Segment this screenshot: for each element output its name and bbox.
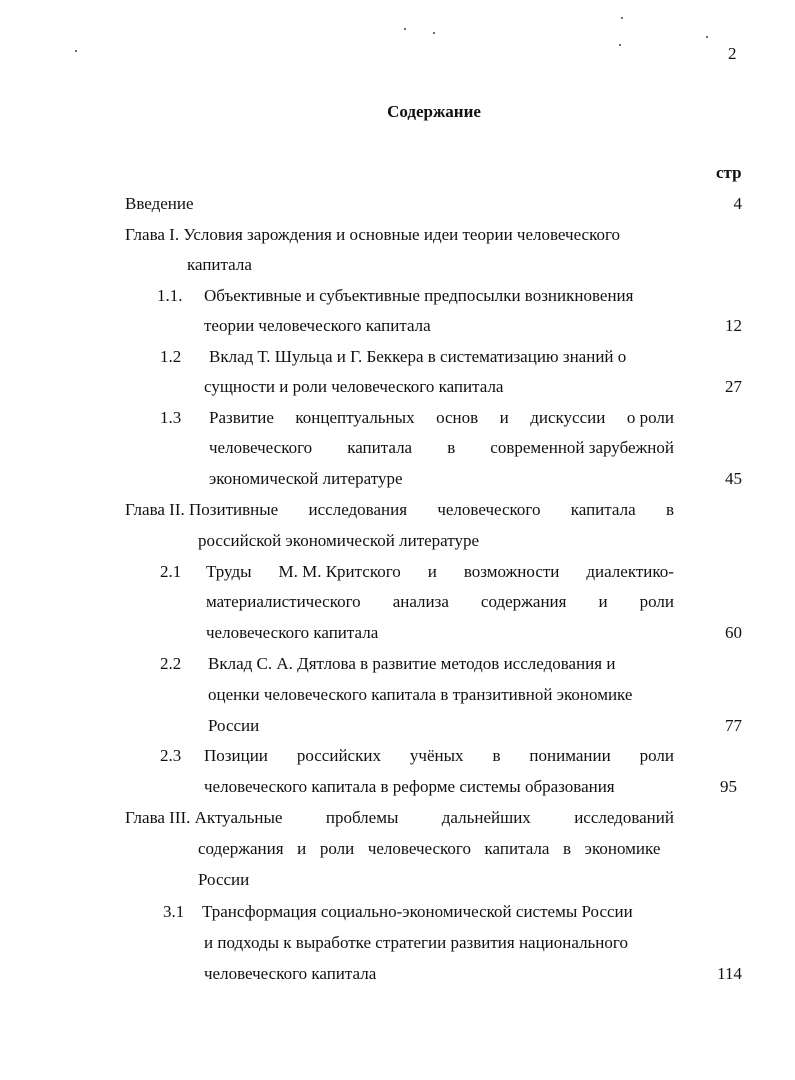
toc-section-2-3-page: 95 [720, 777, 737, 796]
toc-section-number: 3.1 [163, 902, 185, 921]
toc-word: и [427, 562, 437, 581]
toc-section-2-3-line-1 [204, 746, 674, 766]
toc-word: возможности [463, 562, 560, 581]
toc-word: исследования [308, 500, 408, 519]
toc-section-1-1-page: 12 [725, 316, 742, 335]
toc-section-1-3-line-1 [209, 408, 674, 428]
toc-section-1-1-line-2: теории человеческого капитала [204, 316, 431, 335]
toc-section-2-2-page: 77 [725, 716, 742, 735]
toc-word: капитала [570, 500, 636, 519]
toc-word: российских [296, 746, 381, 765]
page-title: Содержание [387, 102, 481, 121]
toc-word: капитала [347, 438, 413, 457]
toc-section-3-1-line-3: человеческого капитала [204, 964, 377, 983]
toc-word: материалистического [206, 592, 361, 611]
toc-word: анализа [392, 592, 449, 611]
toc-chapter-3-line-3: России [198, 870, 250, 889]
toc-word: роли [319, 839, 355, 858]
toc-section-1-2-page: 27 [725, 377, 742, 396]
toc-word: современной зарубежной [490, 438, 674, 457]
toc-word: человеческого [437, 500, 541, 519]
toc-chapter-1-line-1: Глава I. Условия зарождения и основные идеи теории человеческого [125, 225, 621, 244]
toc-word: М. М. Критского [278, 562, 401, 581]
pages-column-header: стр [716, 163, 742, 182]
toc-section-2-2-line-1: Вклад С. А. Дятлова в развитие методов исследования и [208, 654, 616, 673]
toc-section-2-2-line-2: оценки человеческого капитала в транзитивной экономике [208, 685, 633, 704]
toc-chapter-2-line-1 [125, 500, 674, 520]
toc-word: понимании [529, 746, 611, 765]
toc-word: содержания [480, 592, 567, 611]
toc-section-number: 2.1 [160, 562, 182, 581]
toc-word: Позиции [204, 746, 268, 765]
toc-entry-intro-title: Введение [125, 194, 194, 213]
page-number: 2 [728, 44, 737, 63]
toc-section-1-3-line-2 [209, 438, 674, 458]
toc-section-3-1-page: 114 [717, 964, 742, 983]
toc-word: Глава III. Актуальные [125, 808, 283, 827]
toc-section-number: 2.3 [160, 746, 182, 765]
toc-word: исследований [574, 808, 674, 827]
toc-word: в [665, 500, 674, 519]
toc-section-1-3-line-3: экономической литературе [209, 469, 403, 488]
toc-word: о роли [626, 408, 674, 427]
toc-word: основ [436, 408, 479, 427]
toc-chapter-1-line-2: капитала [187, 255, 252, 274]
toc-word: Труды [206, 562, 252, 581]
toc-section-2-2-line-3: России [208, 716, 260, 735]
toc-word: роли [639, 746, 674, 765]
toc-word: проблемы [325, 808, 399, 827]
toc-section-2-1-page: 60 [725, 623, 742, 642]
toc-word: экономике [584, 839, 661, 858]
toc-section-number: 1.1. [157, 286, 183, 305]
toc-section-1-3-page: 45 [725, 469, 742, 488]
toc-word: Развитие [209, 408, 274, 427]
toc-word: человеческого [209, 438, 313, 457]
toc-section-3-1-line-2: и подходы к выработке стратегии развития национального [204, 933, 628, 952]
toc-word: и [499, 408, 509, 427]
toc-word: в [563, 839, 572, 858]
toc-section-2-1-line-1 [206, 562, 674, 582]
toc-word: в [447, 438, 456, 457]
toc-word: и [598, 592, 608, 611]
toc-section-2-1-line-3: человеческого капитала [206, 623, 379, 642]
toc-section-number: 1.3 [160, 408, 182, 427]
toc-word: и [297, 839, 307, 858]
toc-word: в [492, 746, 501, 765]
toc-section-2-1-line-2 [206, 592, 674, 612]
toc-word: дискуссии [530, 408, 606, 427]
toc-word: содержания [198, 839, 284, 858]
toc-chapter-3-line-1 [125, 808, 674, 828]
toc-section-1-2-line-1: Вклад Т. Шульца и Г. Беккера в систематизацию знаний о [209, 347, 627, 366]
toc-chapter-3-line-2 [198, 839, 674, 859]
toc-word: концептуальных [295, 408, 415, 427]
toc-section-1-1-line-1: Объективные и субъективные предпосылки возникновения [204, 286, 634, 305]
toc-word: Глава II. Позитивные [125, 500, 279, 519]
toc-chapter-2-line-2: российской экономической литературе [198, 531, 480, 550]
toc-word: диалектико- [586, 562, 674, 581]
toc-section-2-3-line-2: человеческого капитала в реформе системы образования [204, 777, 615, 796]
toc-word: дальнейших [441, 808, 531, 827]
toc-section-1-2-line-2: сущности и роли человеческого капитала [204, 377, 504, 396]
toc-section-number: 1.2 [160, 347, 182, 366]
toc-word: роли [639, 592, 674, 611]
toc-section-3-1-line-1: Трансформация социально-экономической системы России [202, 902, 633, 921]
toc-entry-intro-page: 4 [733, 194, 742, 213]
toc-word: капитала [484, 839, 550, 858]
toc-word: учёных [409, 746, 464, 765]
toc-word: человеческого [367, 839, 471, 858]
toc-section-number: 2.2 [160, 654, 182, 673]
